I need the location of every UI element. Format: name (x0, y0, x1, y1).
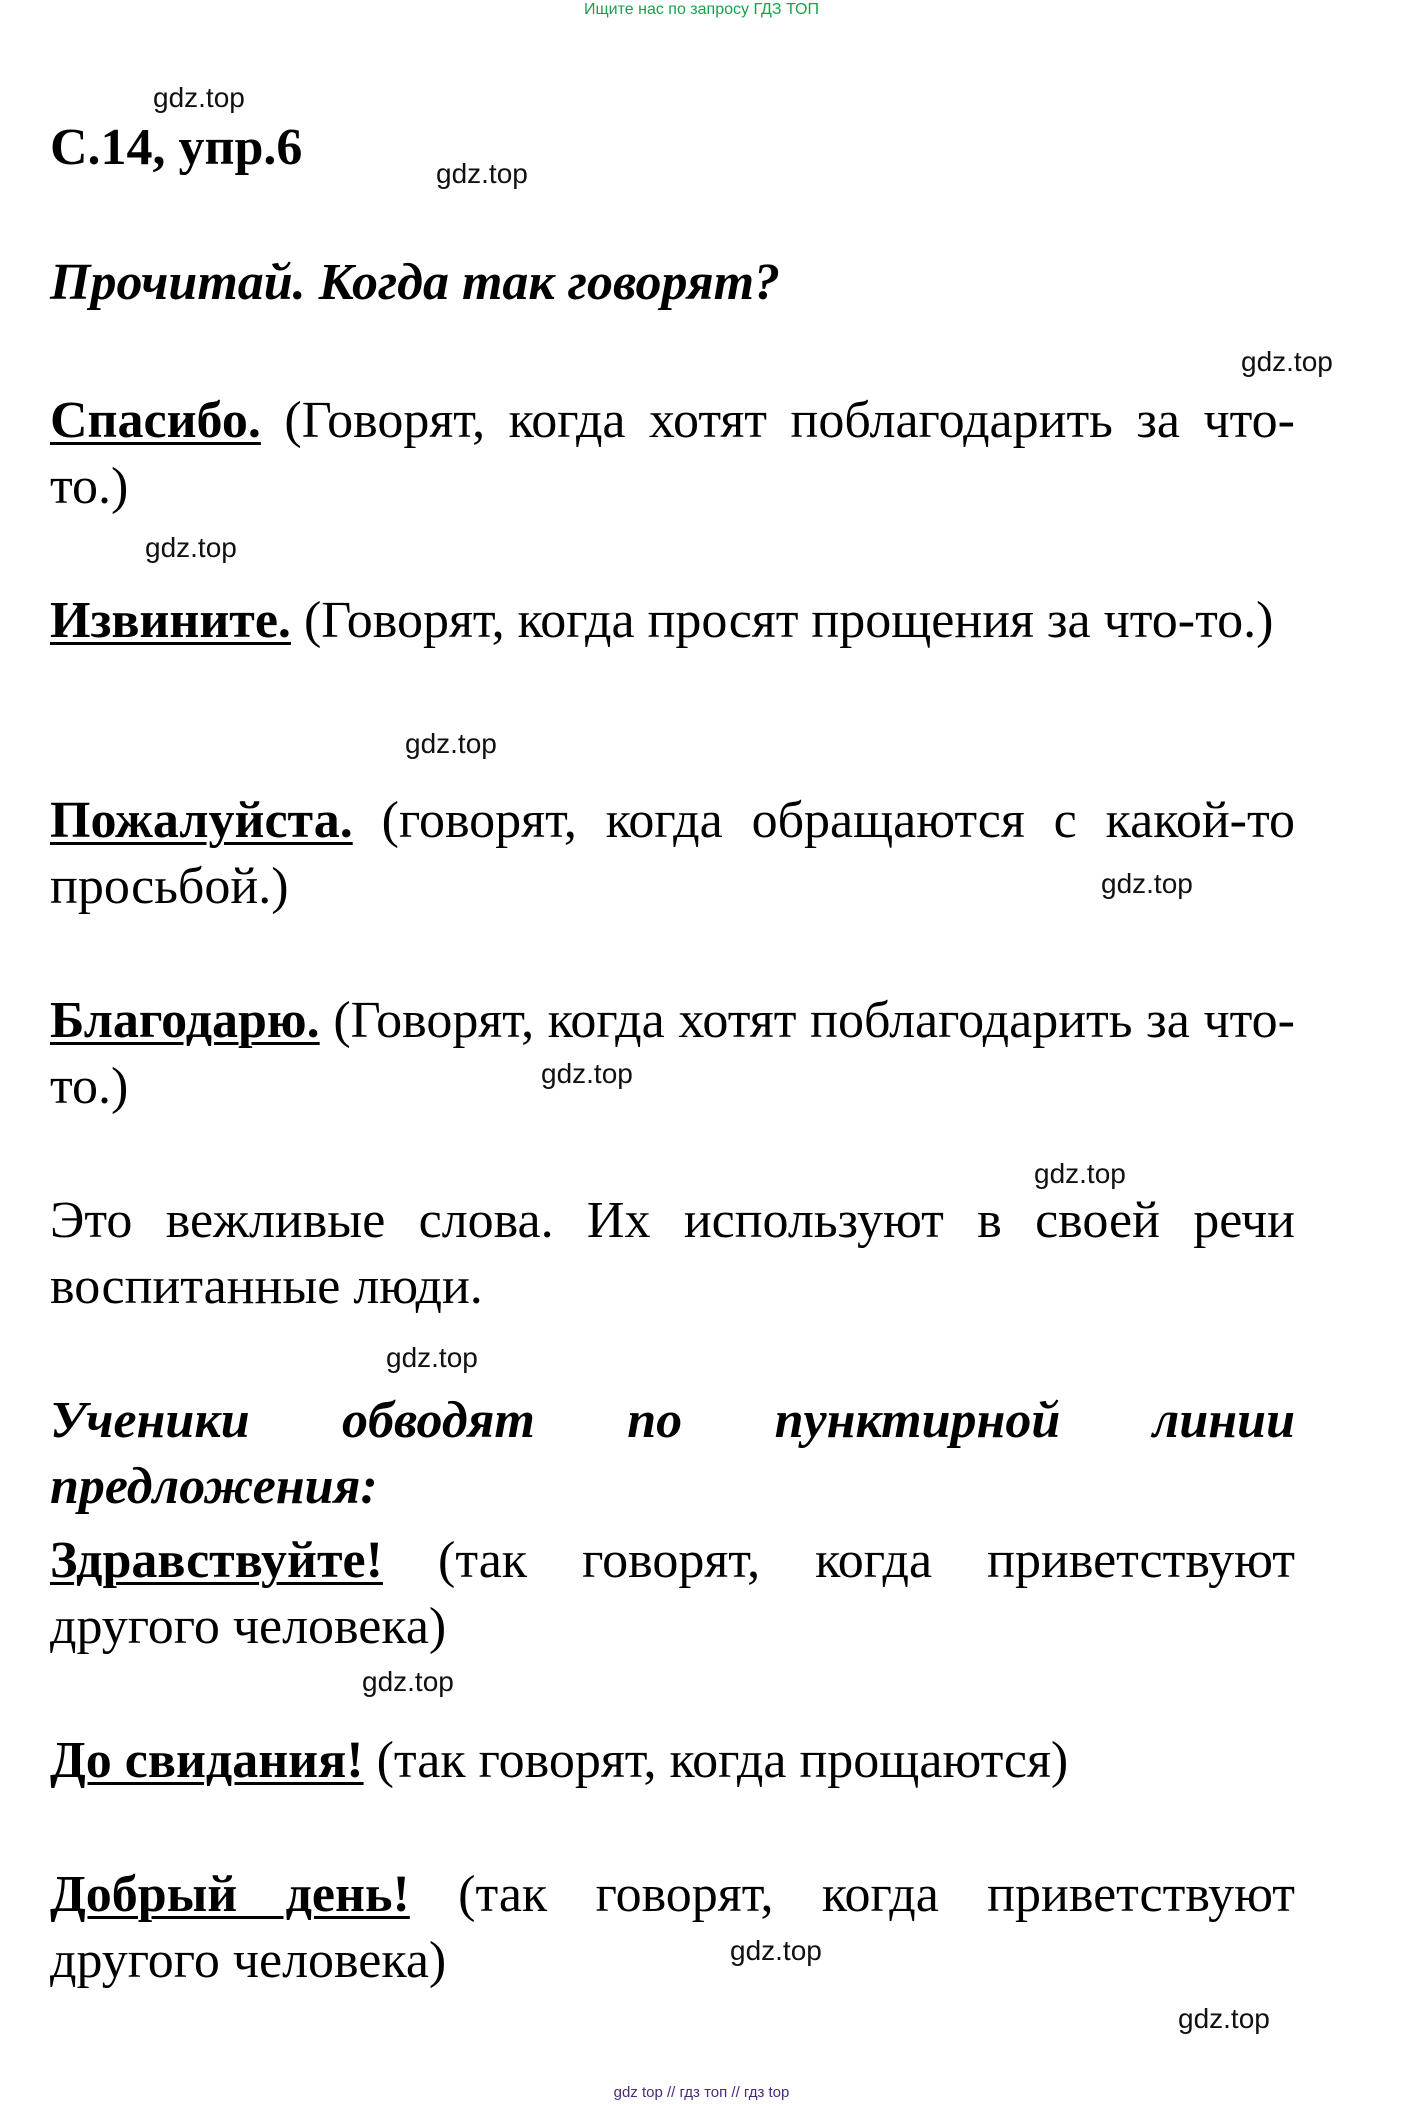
entry-term: Пожалуйста. (50, 792, 353, 849)
watermark: gdz.top (153, 82, 245, 113)
greeting-text: (так говорят, когда прощаются) (376, 1732, 1069, 1789)
entry-term: Спасибо. (50, 392, 261, 449)
watermark: gdz.top (436, 158, 528, 189)
watermark: gdz.top (405, 728, 497, 759)
page-title: С.14, упр.6 (50, 119, 303, 176)
entry-text: (Говорят, когда хотят поблагодарить за что-то.) (50, 392, 1296, 515)
watermark: gdz.top (145, 532, 237, 563)
greeting-zdravstvuyte (50, 1528, 1295, 1660)
watermark: gdz.top (730, 1935, 822, 1966)
watermark: gdz.top (362, 1666, 454, 1697)
greeting-term: Добрый день! (50, 1866, 410, 1923)
entry-text: (Говорят, когда просят прощения за что-то.) (303, 592, 1274, 649)
entry-blagodaryu (50, 988, 1295, 1120)
greeting-do-svidaniya (50, 1728, 1295, 1794)
entry-term: Благодарю. (50, 992, 320, 1049)
watermark: gdz.top (1241, 346, 1333, 377)
greeting-term: Здравствуйте! (50, 1532, 383, 1589)
entry-text: (Говорят, когда хотят поблагодарить за что-то.) (50, 992, 1296, 1115)
top-banner: Ищите нас по запросу ГДЗ ТОП (584, 1, 819, 18)
greeting-text: (так говорят, когда приветствуют другого человека) (50, 1866, 1295, 1989)
greeting-text: (так говорят, когда приветствуют другого человека) (50, 1532, 1295, 1655)
entry-izvinite (50, 588, 1295, 654)
summary-text: Это вежливые слова. Их используют в своей речи воспитанные люди. (50, 1192, 1295, 1315)
entry-pozhaluysta (50, 788, 1295, 920)
greeting-term: До свидания! (50, 1732, 364, 1789)
watermark: gdz.top (541, 1058, 633, 1089)
instruction-heading: Прочитай. Когда так говорят? (50, 254, 781, 311)
instruction2-line1: Ученики обводят по пунктирной линии (50, 1392, 1295, 1449)
footer-links: gdz top // гдз топ // гдз top (613, 2084, 790, 2101)
watermark: gdz.top (1034, 1158, 1126, 1189)
entry-text: (говорят, когда обращаются с какой-то просьбой.) (50, 792, 1295, 915)
watermark: gdz.top (1178, 2003, 1270, 2034)
watermark: gdz.top (386, 1342, 478, 1373)
greeting-dobryy-den (50, 1862, 1295, 1994)
instruction2-line2: предложения: (50, 1458, 378, 1515)
entry-term: Извините. (50, 592, 291, 649)
watermark: gdz.top (1101, 868, 1193, 899)
entry-spasibo (50, 388, 1295, 520)
